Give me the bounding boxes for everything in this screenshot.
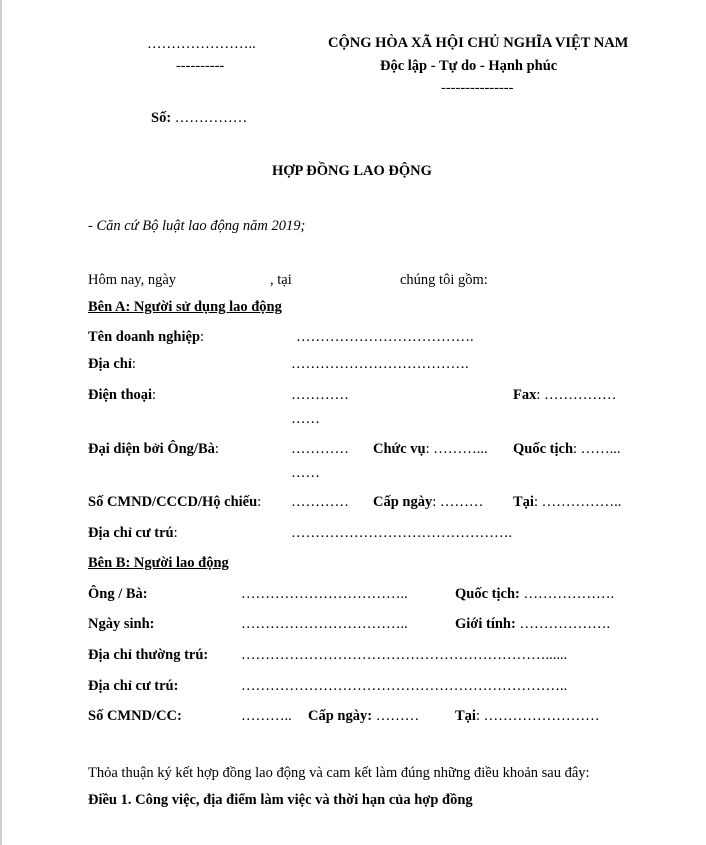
party-b-permanent-label: Địa chỉ thường trú:	[88, 647, 209, 663]
page-left-border	[0, 0, 2, 845]
party-a-issue-place: Tại: ……………..	[513, 494, 622, 510]
party-a-heading: Bên A: Người sử dụng lao động	[88, 299, 282, 315]
party-a-address-dots: ……………………………….	[291, 356, 469, 372]
motto: Độc lập - Tự do - Hạnh phúc	[380, 58, 558, 74]
party-a-position: Chức vụ: ………...	[373, 441, 488, 457]
party-b-gender: Giới tính: ……………….	[455, 616, 611, 632]
motto-divider: ---------------	[441, 80, 514, 96]
document-title: HỢP ĐỒNG LAO ĐỘNG	[272, 163, 432, 179]
party-b-dob-label: Ngày sinh:	[88, 616, 155, 632]
party-b-permanent-dots: ………………………………………………………......	[241, 647, 568, 663]
article-1-heading: Điều 1. Công việc, địa điểm làm việc và thời hạn của hợp đồng	[88, 792, 473, 808]
party-a-phone-dots-wrap: ……	[291, 411, 320, 427]
party-a-phone-label: Điện thoại:	[88, 387, 157, 403]
party-b-issue-place: Tại: ……………………	[455, 708, 600, 724]
party-b-name-label: Ông / Bà:	[88, 586, 148, 602]
party-a-address-label: Địa chỉ:	[88, 356, 136, 372]
so-dots: ……………	[174, 110, 248, 126]
so-label: Số:	[151, 110, 172, 126]
party-b-id-label: Số CMND/CC:	[88, 708, 182, 724]
org-divider: ----------	[176, 58, 225, 74]
party-b-nationality: Quốc tịch: ……………….	[455, 586, 615, 602]
party-a-id-dots: …………	[291, 494, 349, 510]
party-a-rep-dots: …………	[291, 441, 349, 457]
legal-basis: - Căn cứ Bộ luật lao động năm 2019;	[88, 218, 306, 234]
party-a-residence-label: Địa chỉ cư trú:	[88, 525, 178, 541]
party-b-issue-date: Cấp ngày: ………	[308, 708, 420, 724]
party-a-id-label: Số CMND/CCCD/Hộ chiếu:	[88, 494, 262, 510]
party-b-heading: Bên B: Người lao động	[88, 555, 229, 571]
party-a-rep-label: Đại diện bởi Ông/Bà:	[88, 441, 219, 457]
party-b-residence-dots: …………………………………………………………..	[241, 678, 568, 694]
party-a-rep-dots-wrap: ……	[291, 465, 320, 481]
intro-today: Hôm nay, ngày	[88, 272, 177, 288]
party-b-dob-dots: ……………………………..	[241, 616, 408, 632]
party-a-phone-dots: …………	[291, 387, 349, 403]
intro-we: chúng tôi gồm:	[400, 272, 488, 288]
party-a-company-dots: ……………………………….	[296, 329, 474, 345]
party-a-fax: Fax: ……………	[513, 387, 617, 403]
org-name-placeholder: …………………..	[147, 36, 256, 52]
party-a-residence-dots: ……………………………………….	[291, 525, 513, 541]
intro-at: , tại	[270, 272, 292, 288]
party-a-issue-date: Cấp ngày: ………	[373, 494, 484, 510]
party-b-name-dots: ……………………………..	[241, 586, 408, 602]
party-a-company-label: Tên doanh nghiệp:	[88, 329, 205, 345]
party-b-id-dots: ………..	[241, 708, 292, 724]
agreement-text: Thỏa thuận ký kết hợp đồng lao động và cam kết làm đúng những điều khoản sau đây:	[88, 765, 590, 781]
document-number	[151, 110, 247, 127]
party-a-nationality: Quốc tịch: ……...	[513, 441, 621, 457]
nation-title: CỘNG HÒA XÃ HỘI CHỦ NGHĨA VIỆT NAM	[328, 35, 629, 51]
party-b-residence-label: Địa chỉ cư trú:	[88, 678, 179, 694]
